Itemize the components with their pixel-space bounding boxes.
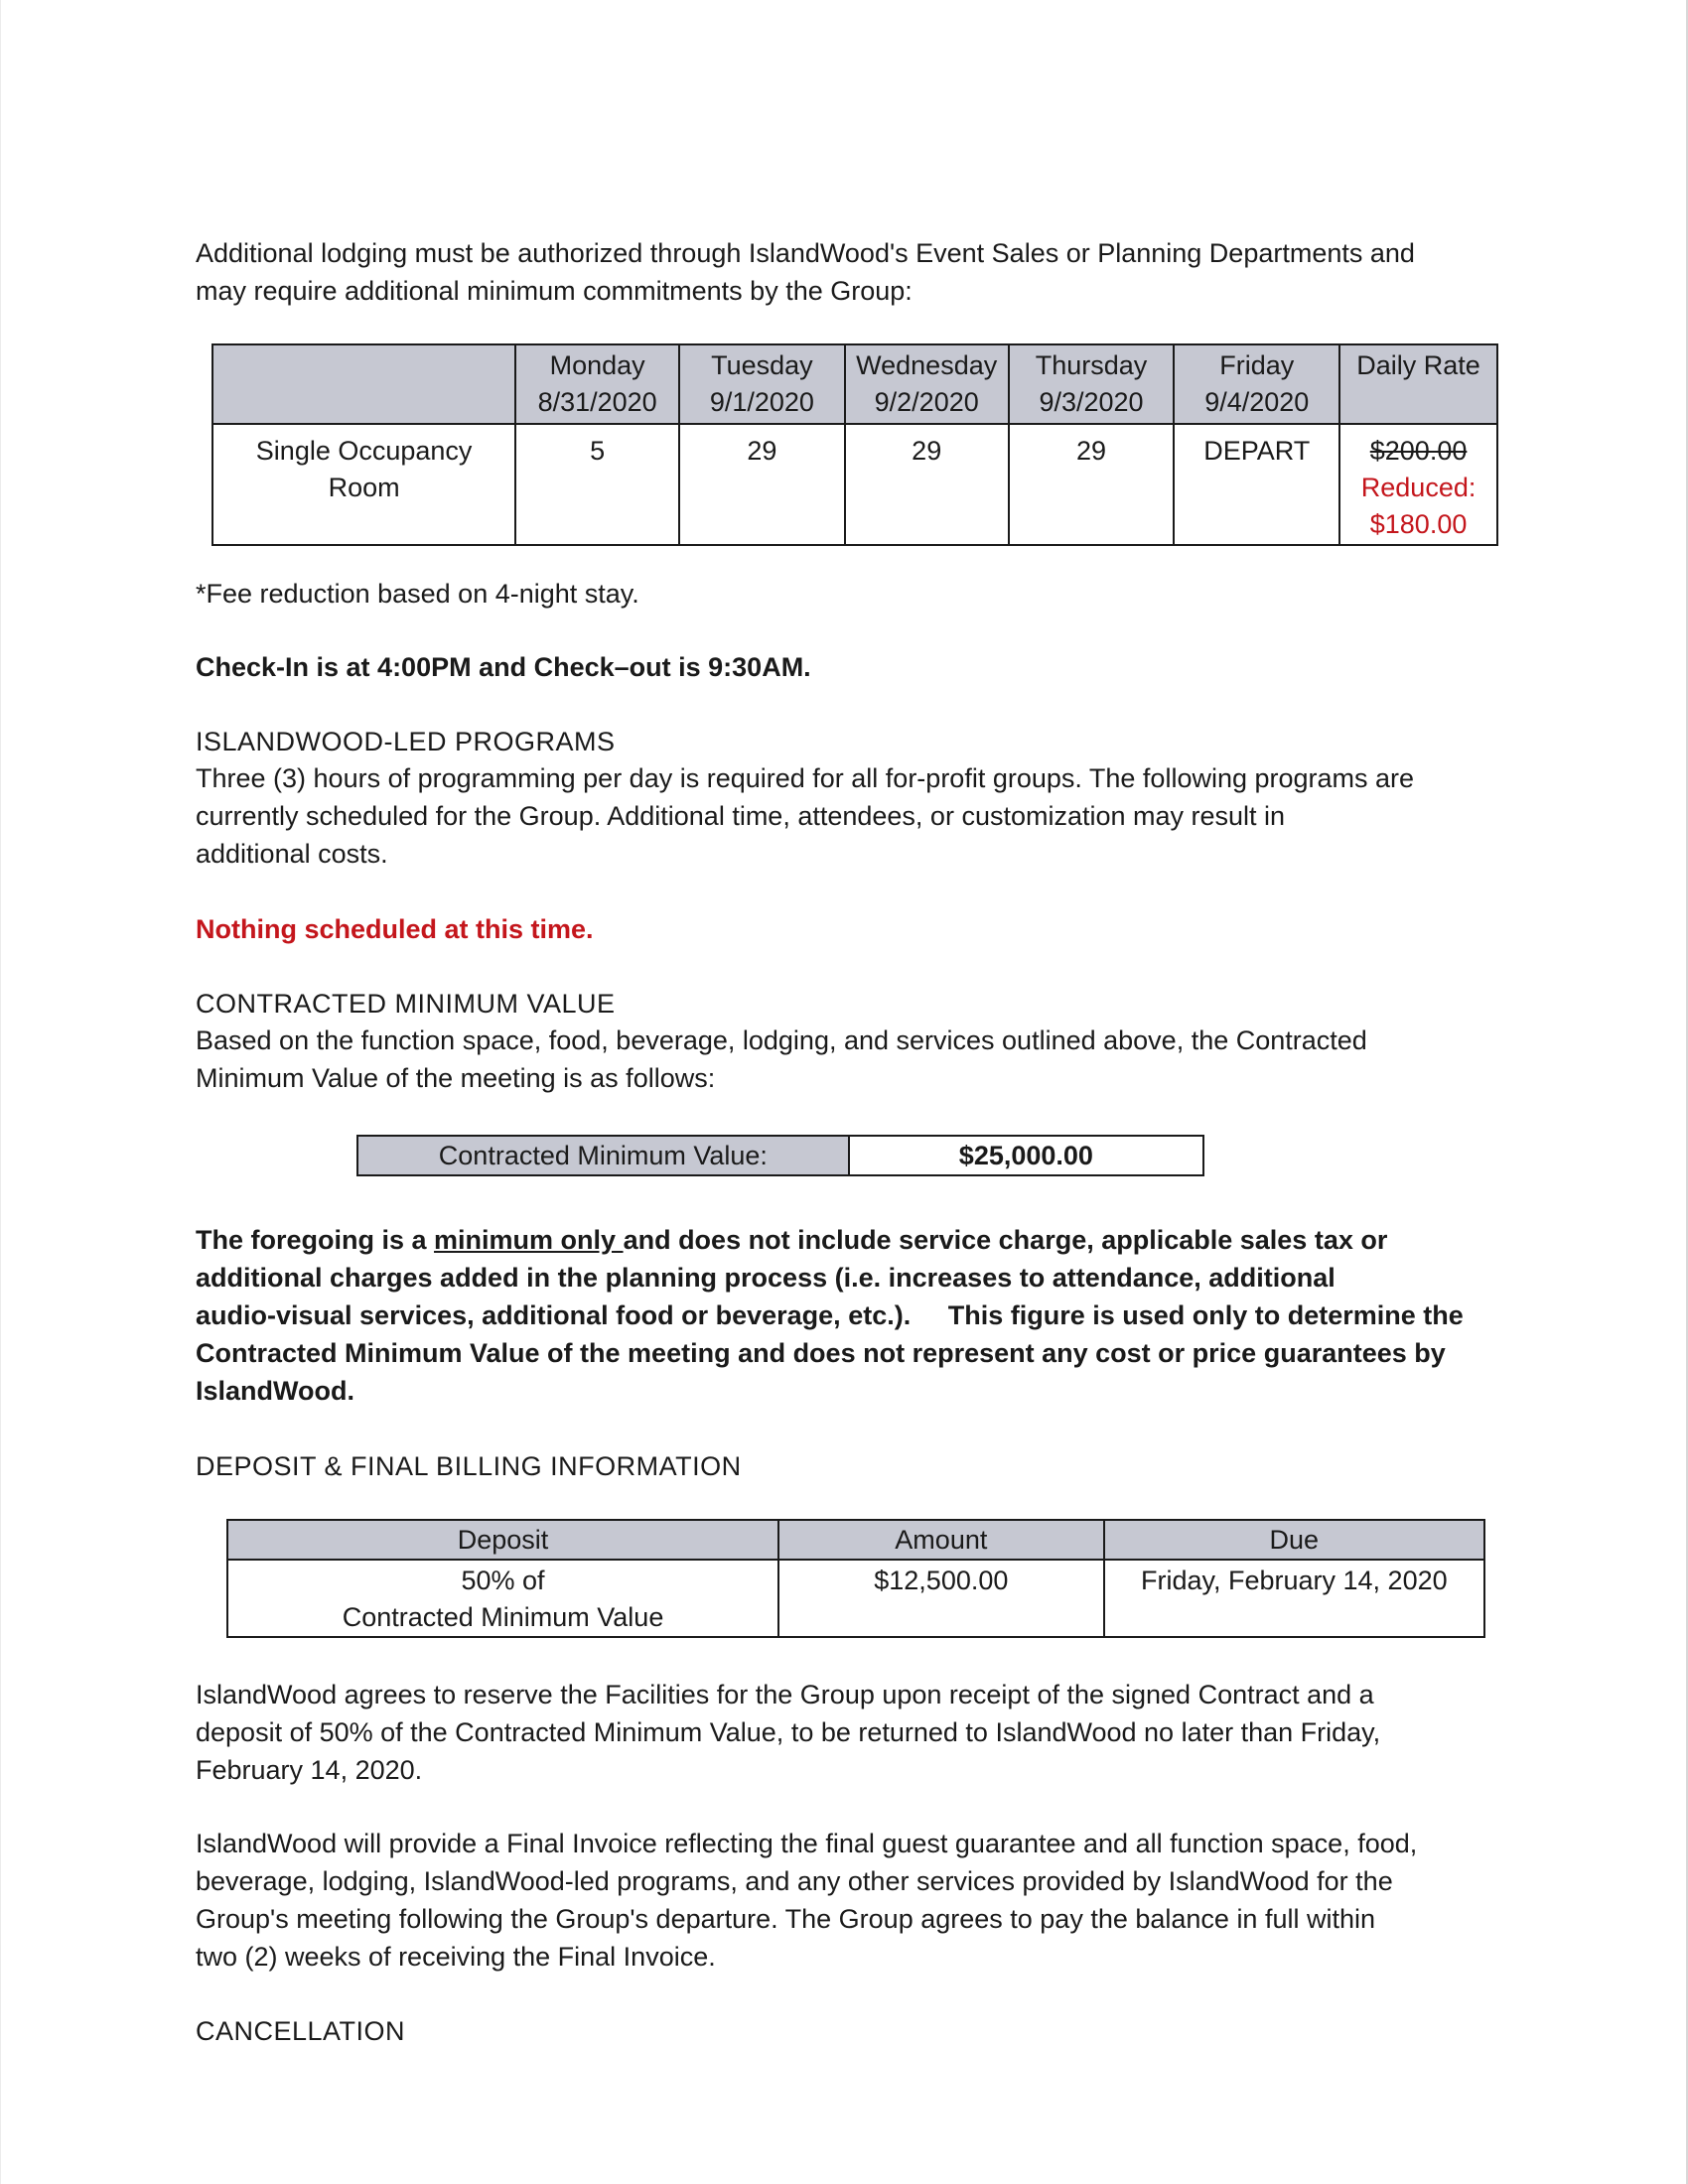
reduced-rate: $180.00	[1369, 509, 1468, 539]
lodging-header-thursday	[1009, 344, 1175, 424]
lodging-intro-line: Additional lodging must be authorized through IslandWood's Event Sales or Planning Departments and	[196, 238, 1415, 268]
deposit-line: 50% of	[461, 1566, 545, 1595]
cmv-label: Contracted Minimum Value:	[357, 1136, 849, 1175]
invoice-line: IslandWood will provide a Final Invoice reflecting the final guest guarantee and all function space, food,	[196, 1829, 1418, 1858]
room-count-cell: 5	[515, 424, 679, 545]
room-count-cell: DEPART	[1174, 424, 1339, 545]
foregoing-line	[196, 1221, 1496, 1259]
cmv-heading: CONTRACTED MINIMUM VALUE	[196, 989, 616, 1019]
page-edge-left	[0, 0, 1, 2184]
foregoing-line: Contracted Minimum Value of the meeting and does not represent any cost or price guarantees by	[196, 1338, 1446, 1368]
invoice-line: beverage, lodging, IslandWood-led programs, and any other services provided by IslandWood for the	[196, 1866, 1393, 1896]
cmv-line: Minimum Value of the meeting is as follows:	[196, 1063, 716, 1093]
foregoing-line: additional charges added in the planning process (i.e. increases to attendance, additional	[196, 1263, 1336, 1293]
header-day: Wednesday	[856, 350, 998, 380]
header-day: Friday	[1219, 350, 1295, 380]
lodging-header-wednesday	[845, 344, 1009, 424]
cmv-text	[196, 1022, 1496, 1097]
lodging-header-friday	[1174, 344, 1339, 424]
check-in-info: Check-In is at 4:00PM and Check–out is 9:30AM.	[196, 652, 811, 682]
lodging-header-row	[212, 344, 1497, 424]
deposit-header-row	[227, 1520, 1484, 1560]
foregoing-rest: and does not include service charge, applicable sales tax or	[623, 1225, 1388, 1255]
header-date: 8/31/2020	[537, 387, 657, 417]
programs-line: currently scheduled for the Group. Additional time, attendees, or customization may result in	[196, 801, 1286, 831]
fee-note: *Fee reduction based on 4-night stay.	[196, 579, 639, 609]
lodging-header-monday	[515, 344, 679, 424]
reduced-rate-label: Reduced:	[1360, 473, 1477, 502]
lodging-table	[211, 343, 1498, 546]
foregoing-paragraph	[196, 1221, 1496, 1410]
invoice-line: two (2) weeks of receiving the Final Invoice.	[196, 1942, 716, 1972]
deposit-line: Contracted Minimum Value	[342, 1602, 664, 1632]
cmv-line: Based on the function space, food, beverage, lodging, and services outlined above, the Contracted	[196, 1025, 1367, 1055]
foregoing-line: IslandWood.	[196, 1376, 354, 1406]
programs-text	[196, 759, 1496, 873]
programs-line: Three (3) hours of programming per day is required for all for-profit groups. The following programs are	[196, 763, 1415, 793]
reserve-line: deposit of 50% of the Contracted Minimum Value, to be returned to IslandWood no later than Friday,	[196, 1717, 1381, 1747]
reserve-line: February 14, 2020.	[196, 1755, 423, 1785]
minimum-only-text: minimum only	[434, 1225, 624, 1255]
header-day: Tuesday	[711, 350, 813, 380]
room-count-cell: 29	[679, 424, 845, 545]
deposit-heading: DEPOSIT & FINAL BILLING INFORMATION	[196, 1451, 742, 1481]
programs-heading: ISLANDWOOD-LED PROGRAMS	[196, 727, 616, 756]
foregoing-lead: The foregoing is a	[196, 1225, 435, 1255]
programs-line: additional costs.	[196, 839, 388, 869]
due-header: Due	[1104, 1520, 1484, 1560]
room-type-line: Room	[328, 473, 400, 502]
room-type-cell	[212, 424, 515, 545]
room-count-cell: 29	[1009, 424, 1175, 545]
lodging-header-daily-rate: Daily Rate	[1339, 344, 1497, 424]
deposit-table	[226, 1519, 1485, 1638]
deposit-cell	[227, 1560, 778, 1637]
lodging-row-single-occupancy	[212, 424, 1497, 545]
due-cell: Friday, February 14, 2020	[1104, 1560, 1484, 1637]
foregoing-line: audio-visual services, additional food or beverage, etc.). This figure is used only to determine the	[196, 1300, 1464, 1330]
original-rate: $200.00	[1369, 436, 1468, 466]
cancellation-heading: CANCELLATION	[196, 2016, 406, 2046]
lodging-intro-line: may require additional minimum commitments by the Group:	[196, 276, 913, 306]
reserve-paragraph	[196, 1676, 1496, 1789]
cmv-value: $25,000.00	[849, 1136, 1203, 1175]
amount-cell: $12,500.00	[778, 1560, 1104, 1637]
header-day: Monday	[549, 350, 645, 380]
invoice-line: Group's meeting following the Group's departure. The Group agrees to pay the balance in full within	[196, 1904, 1375, 1934]
cmv-table	[356, 1135, 1204, 1176]
header-date: 9/3/2020	[1039, 387, 1144, 417]
header-day: Thursday	[1035, 350, 1148, 380]
lodging-header-blank	[212, 344, 515, 424]
programs-status: Nothing scheduled at this time.	[196, 914, 594, 944]
lodging-intro	[196, 234, 1496, 310]
reserve-line: IslandWood agrees to reserve the Facilities for the Group upon receipt of the signed Contract and a	[196, 1680, 1374, 1709]
cmv-row	[357, 1136, 1203, 1175]
deposit-row	[227, 1560, 1484, 1637]
lodging-header-tuesday	[679, 344, 845, 424]
amount-header: Amount	[778, 1520, 1104, 1560]
room-count-cell: 29	[845, 424, 1009, 545]
header-date: 9/4/2020	[1204, 387, 1310, 417]
invoice-paragraph	[196, 1825, 1496, 1976]
daily-rate-cell	[1339, 424, 1497, 545]
header-date: 9/1/2020	[709, 387, 814, 417]
header-date: 9/2/2020	[874, 387, 979, 417]
deposit-header: Deposit	[227, 1520, 778, 1560]
room-type-line: Single Occupancy	[255, 436, 473, 466]
